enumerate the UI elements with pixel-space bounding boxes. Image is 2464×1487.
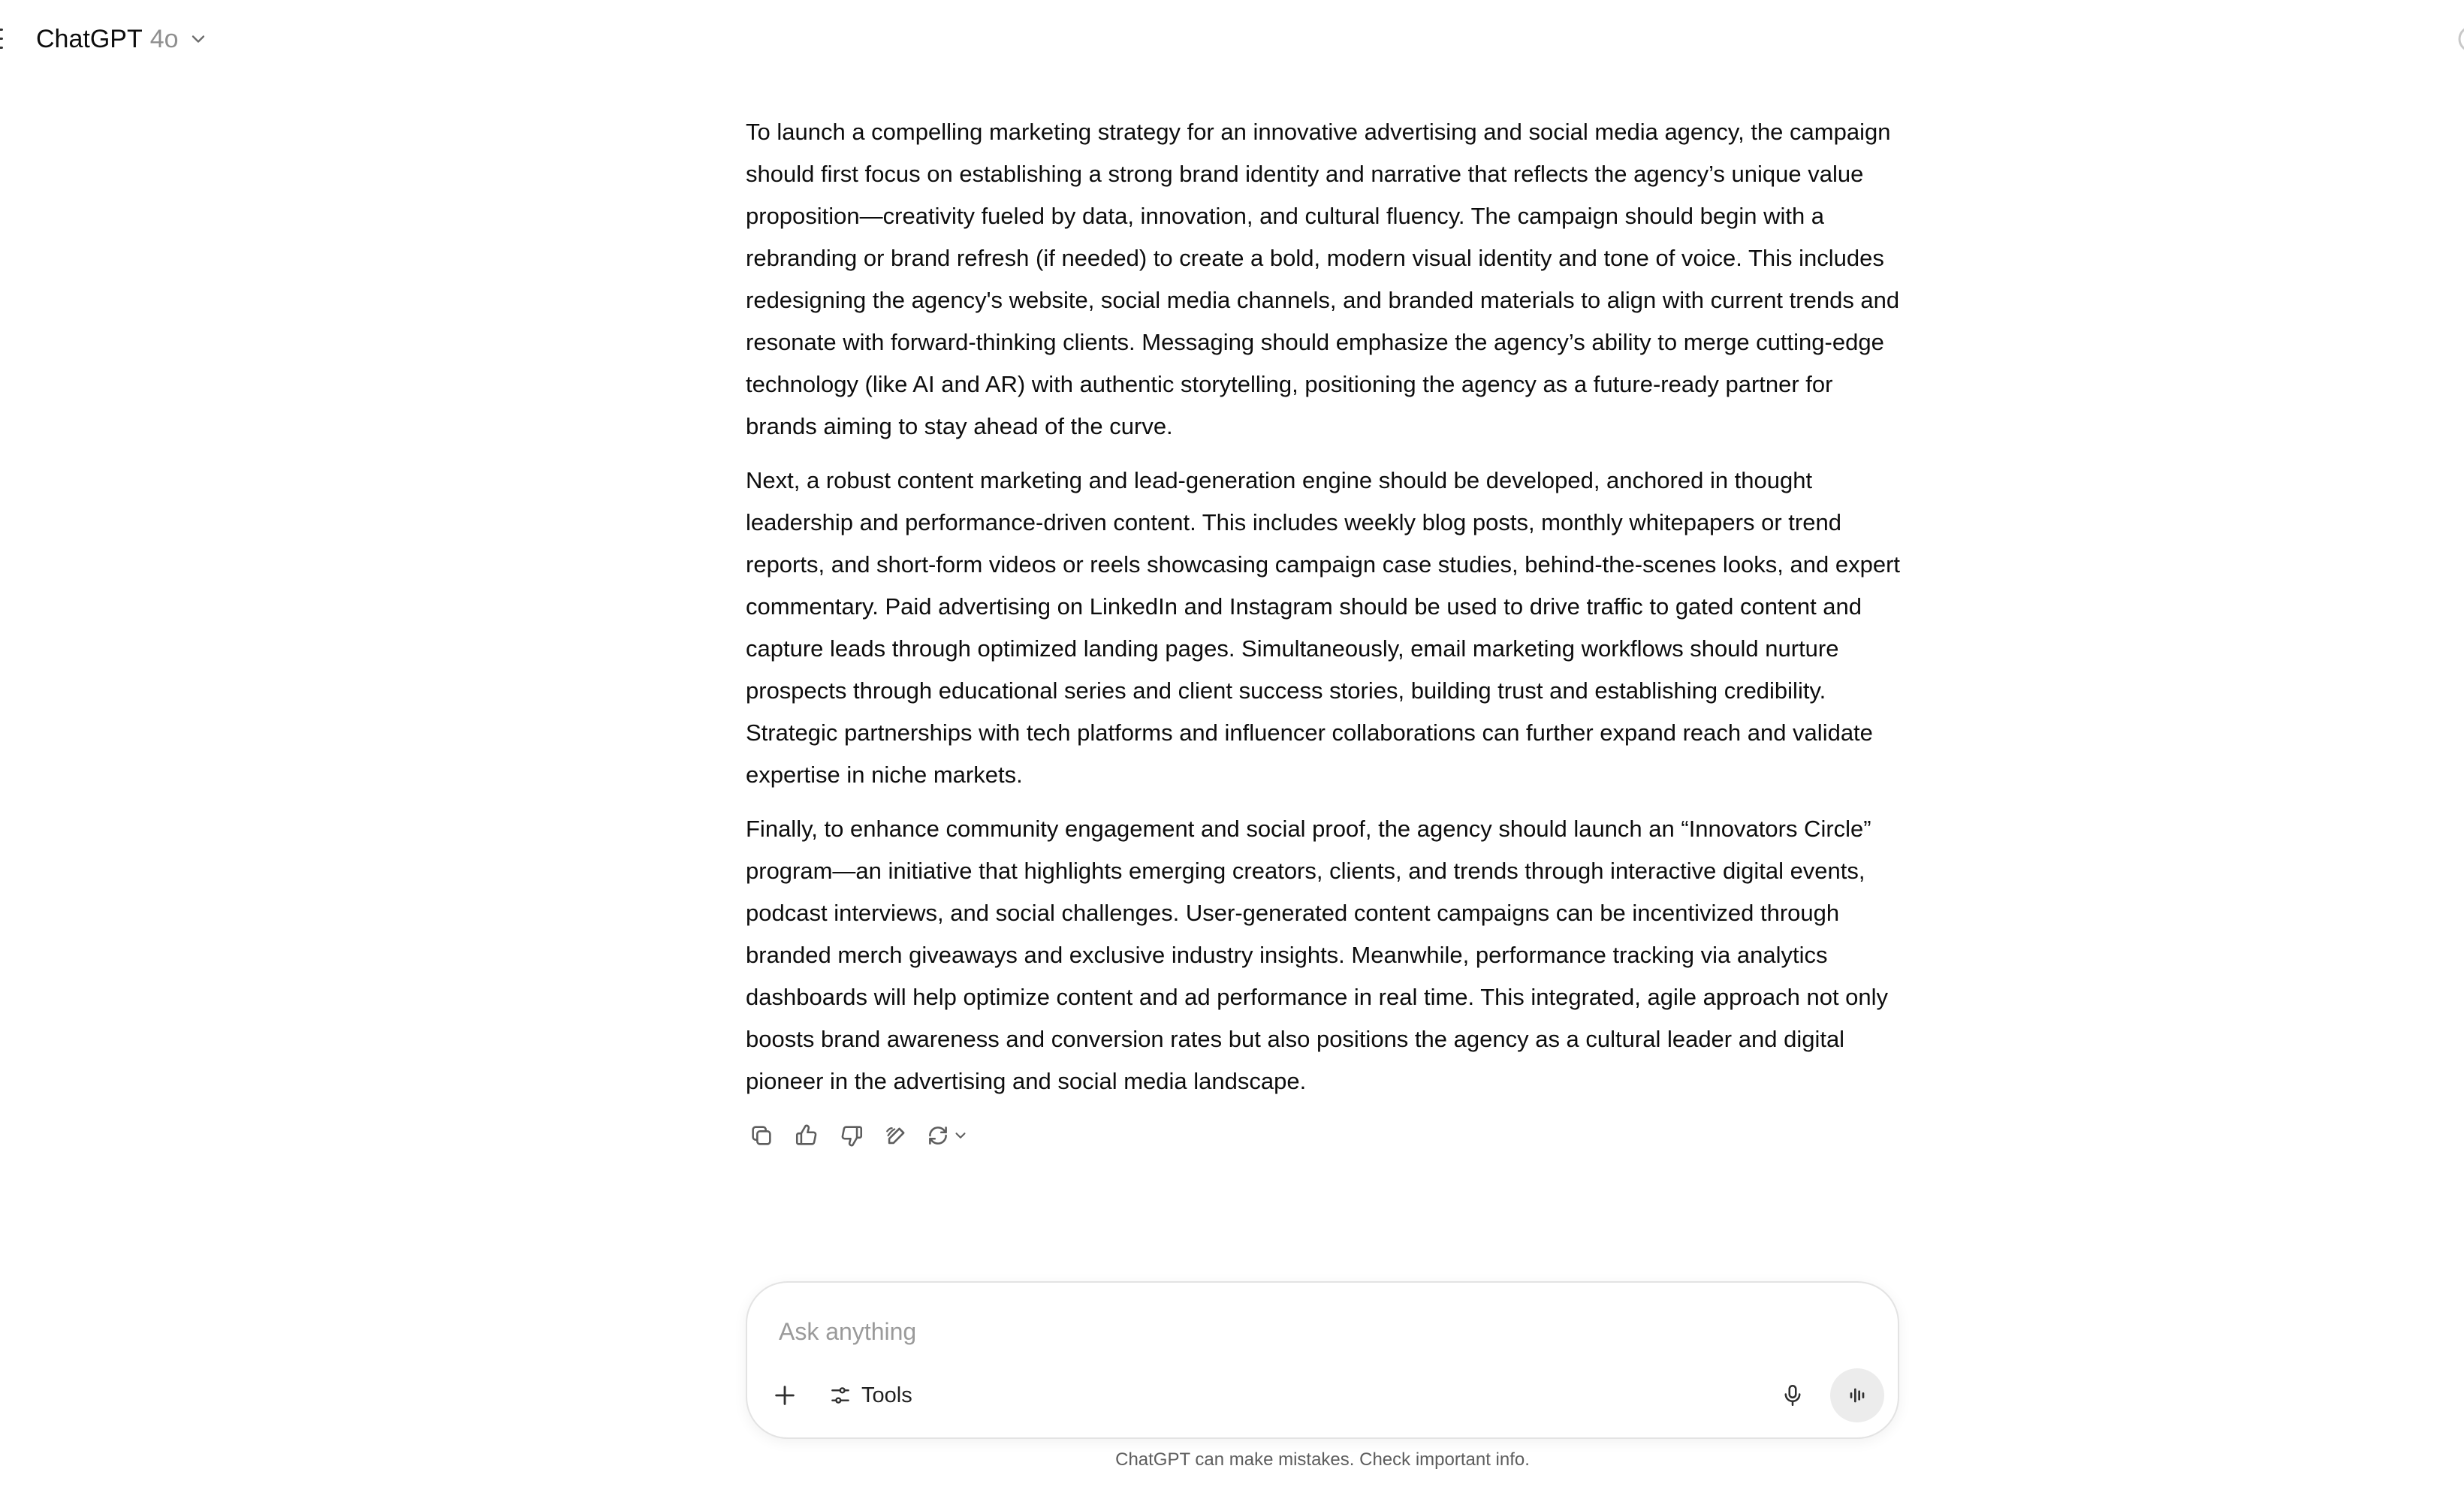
edit-canvas-icon (884, 1123, 909, 1148)
thumbs-down-icon (839, 1123, 864, 1148)
message-paragraph: Next, a robust content marketing and lead-generation engine should be developed, anchored in thought leadership and performance-driven content. This includes weekly blog posts, monthly whitepapers or trend reports, and short-form videos or reels showcasing campaign case studies, behind-the-scenes looks, and expert commentary. Paid advertising on LinkedIn and Instagram should be used to drive traffic to gated content and capture leads through optimized landing pages. Simultaneously, email marketing workflows should nurture prospects through educational series and client success stories, building trust and establishing credibility. Strategic partnerships with tech platforms and influencer collaborations can further expand reach and validate expertise in niche markets. (746, 467, 1901, 788)
message-paragraph: Finally, to enhance community engagement and social proof, the agency should launch an “Innovators Circle” program—an initiative that highlights emerging creators, clients, and trends through interactive digital events, podcast interviews, and social challenges. User-generated content campaigns can be incentivized through branded merch giveaways and exclusive industry insights. Meanwhile, performance tracking via analytics dashboards will help optimize content and ad performance in real time. This integrated, agile approach not only boosts brand awareness and conversion rates but also positions the agency as a cultural leader and digital pioneer in the advertising and social media landscape. (746, 816, 1889, 1094)
good-response-button[interactable] (786, 1114, 828, 1157)
tools-label: Tools (861, 1383, 912, 1407)
message-composer (746, 1281, 1899, 1439)
profile-edge-icon[interactable] (2456, 24, 2464, 54)
model-name: ChatGPT (36, 24, 143, 53)
message-paragraph: To launch a compelling marketing strategy for an innovative advertising and social media agency, the campaign should first focus on establishing a strong brand identity and narrative that reflects the agency’s unique value proposition—creativity fueled by data, innovation, and cultural fluency. The campaign should begin with a rebranding or brand refresh (if needed) to create a bold, modern visual identity and tone of voice. This includes redesigning the agency's website, social media channels, and branded materials to align with current trends and resonate with forward-thinking clients. Messaging should emphasize the agency’s ability to merge cutting-edge technology (like AI and AR) with authentic storytelling, positioning the agency as a future-ready partner for brands aiming to stay ahead of the curve. (746, 119, 1900, 439)
chevron-down-icon (952, 1127, 969, 1144)
assistant-message (746, 111, 1902, 1114)
add-attachment-button[interactable] (764, 1374, 806, 1416)
disclaimer-text: ChatGPT can make mistakes. Check important info. (1115, 1449, 1530, 1470)
regenerate-button[interactable] (921, 1114, 973, 1157)
regenerate-icon (925, 1123, 951, 1148)
model-switcher-button[interactable] (30, 20, 215, 59)
message-actions (740, 1114, 973, 1157)
copy-icon (749, 1123, 774, 1148)
waveform-icon (1845, 1383, 1869, 1407)
dictate-button[interactable] (1772, 1374, 1814, 1416)
sidebar-toggle-icon[interactable] (0, 24, 5, 54)
microphone-icon (1780, 1383, 1805, 1408)
chevron-down-icon (188, 29, 209, 50)
sliders-icon (828, 1383, 852, 1407)
edit-in-canvas-button[interactable] (876, 1114, 918, 1157)
tools-button[interactable] (819, 1374, 921, 1416)
thumbs-up-icon (794, 1123, 819, 1148)
prompt-input[interactable] (777, 1310, 1832, 1353)
bad-response-button[interactable] (831, 1114, 873, 1157)
voice-mode-button[interactable] (1830, 1368, 1884, 1422)
copy-button[interactable] (740, 1114, 783, 1157)
model-version: 4o (149, 24, 179, 53)
plus-icon (772, 1383, 798, 1408)
